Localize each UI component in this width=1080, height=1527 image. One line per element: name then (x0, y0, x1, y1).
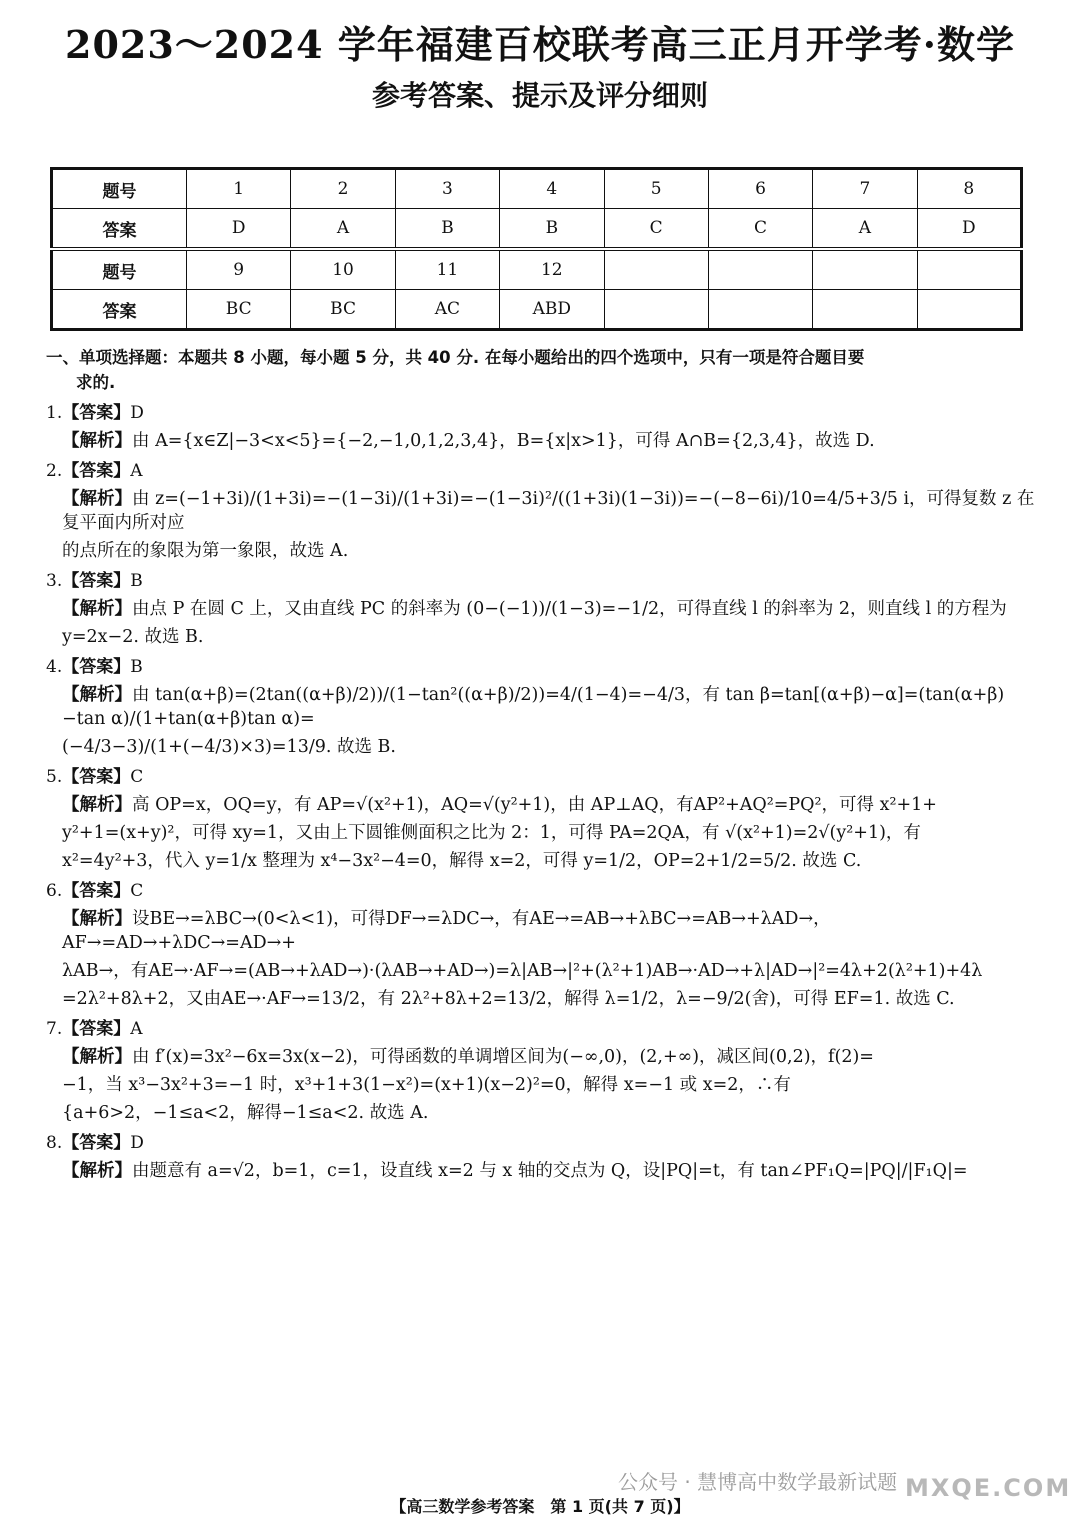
document-title: 2023～2024 学年福建百校联考高三正月开学考·数学 (65, 22, 1015, 67)
table-row-questions-2 (52, 249, 1022, 290)
analysis-label: 【解析】 (62, 909, 132, 929)
answer-label: 【答案】 (62, 881, 131, 901)
question-block (46, 569, 1036, 649)
answer-value: C (130, 767, 144, 787)
page-footer: 【高三数学参考答案 第 1 页(共 7 页)】 (390, 1497, 690, 1516)
question-block (46, 401, 1036, 453)
watermark-text: 公众号 · 慧博高中数学最新试题 (618, 1470, 898, 1494)
table-header-answer: 答案 (52, 209, 187, 250)
analysis-line (62, 1045, 1036, 1069)
table-cell: 8 (917, 169, 1021, 209)
table-cell (708, 249, 812, 290)
table-cell: 5 (604, 169, 708, 209)
question-block (46, 1131, 1036, 1183)
table-cell: 12 (500, 249, 604, 290)
answer-value: D (130, 403, 144, 423)
analysis-line (62, 597, 1036, 621)
question-number: 4. (46, 657, 63, 677)
table-cell: BC (187, 290, 291, 330)
analysis-line (62, 625, 1036, 649)
question-number: 6. (46, 881, 63, 901)
table-cell (917, 290, 1021, 330)
answer-value: B (130, 657, 143, 677)
analysis-line (62, 987, 1036, 1011)
question-list (46, 401, 1036, 1183)
table-cell: B (500, 209, 604, 250)
analysis-label: 【解析】 (62, 489, 132, 509)
analysis-label: 【解析】 (62, 431, 132, 451)
table-cell: D (917, 209, 1021, 250)
table-cell (604, 249, 708, 290)
question-answer-line (46, 569, 1036, 593)
question-answer-line (46, 459, 1036, 483)
question-number: 5. (46, 767, 63, 787)
analysis-block (46, 683, 1036, 759)
analysis-block (46, 793, 1036, 873)
analysis-text: y=2x−2. 故选 B. (62, 627, 204, 647)
analysis-block (46, 429, 1036, 453)
answer-label: 【答案】 (62, 1019, 131, 1039)
analysis-text: 设BE→=λBC→(0<λ<1)，可得DF→=λDC→，有AE→=AB→+λBC→=AB→+λAD→，AF→=AD→+λDC→=AD→+ (62, 909, 831, 953)
table-cell: 2 (291, 169, 395, 209)
section-heading (46, 345, 1036, 395)
analysis-line (62, 487, 1036, 535)
question-block (46, 459, 1036, 563)
question-answer-line (46, 655, 1036, 679)
analysis-text: 由点 P 在圆 C 上，又由直线 PC 的斜率为 (0−(−1))/(1−3)=−1/2，可得直线 l 的斜率为 2，则直线 l 的方程为 (132, 599, 1007, 619)
table-cell: 3 (395, 169, 499, 209)
question-number: 7. (46, 1019, 63, 1039)
answer-label: 【答案】 (62, 571, 131, 591)
analysis-text: y²+1=(x+y)²，可得 xy=1，又由上下圆锥侧面积之比为 2：1，可得 PA=2QA，有 √(x²+1)=2√(y²+1)，有 (62, 823, 921, 843)
table-cell: 6 (708, 169, 812, 209)
analysis-text: 由 tan(α+β)=(2tan((α+β)/2))/(1−tan²((α+β)/2))=4/(1−4)=−4/3，有 tan β=tan[(α+β)−α]=(tan(α+β)−tan α)/(1+tan(α+β)tan α)= (62, 685, 1005, 729)
table-row-answers-2 (52, 290, 1022, 330)
answer-label: 【答案】 (62, 657, 131, 677)
answer-table (50, 167, 1023, 331)
table-row-questions-1 (52, 169, 1022, 209)
analysis-line (62, 959, 1036, 983)
answer-value: A (130, 1019, 143, 1039)
table-cell: C (604, 209, 708, 250)
table-header-answer: 答案 (52, 290, 187, 330)
analysis-text: 由 f′(x)=3x²−6x=3x(x−2)，可得函数的单调增区间为(−∞,0)，(2,+∞)，减区间(0,2)，f(2)= (132, 1047, 874, 1067)
analysis-line (62, 1159, 1036, 1183)
analysis-line (62, 539, 1036, 563)
table-cell: ABD (500, 290, 604, 330)
question-number: 2. (46, 461, 63, 481)
analysis-text: 的点所在的象限为第一象限，故选 A. (62, 541, 349, 561)
answer-label: 【答案】 (62, 767, 131, 787)
section-heading-line2: 求的. (76, 373, 116, 392)
analysis-line (62, 683, 1036, 731)
analysis-line (62, 793, 1036, 817)
table-cell: D (187, 209, 291, 250)
question-number: 8. (46, 1133, 63, 1153)
analysis-block (46, 1045, 1036, 1125)
answer-value: D (130, 1133, 144, 1153)
analysis-text: −1，当 x³−3x²+3=−1 时，x³+1+3(1−x²)=(x+1)(x−2)²=0，解得 x=−1 或 x=2，∴有 (62, 1075, 791, 1095)
analysis-line (62, 821, 1036, 845)
answer-value: A (130, 461, 143, 481)
analysis-label: 【解析】 (62, 599, 132, 619)
solutions-content (46, 345, 1036, 1187)
table-header-question: 题号 (52, 249, 187, 290)
table-cell: 4 (500, 169, 604, 209)
table-cell: 9 (187, 249, 291, 290)
table-row-answers-1 (52, 209, 1022, 250)
analysis-label: 【解析】 (62, 685, 132, 705)
answer-label: 【答案】 (62, 461, 131, 481)
table-header-question: 题号 (52, 169, 187, 209)
section-heading-line1: 一、单项选择题：本题共 8 小题，每小题 5 分，共 40 分. 在每小题给出的四个选项中，只有一项是符合题目要 (46, 348, 865, 367)
analysis-block (46, 1159, 1036, 1183)
question-block (46, 1017, 1036, 1125)
question-number: 1. (46, 403, 63, 423)
analysis-label: 【解析】 (62, 795, 132, 815)
table-cell (813, 249, 917, 290)
analysis-text: 由 z=(−1+3i)/(1+3i)=−(1−3i)/(1+3i)=−(1−3i)²/((1+3i)(1−3i))=−(−8−6i)/10=4/5+3/5 i，可得复数 z 在复平面内所对应 (62, 489, 1035, 533)
analysis-text: =2λ²+8λ+2，又由AE→·AF→=13/2，有 2λ²+8λ+2=13/2，解得 λ=1/2，λ=−9/2(舍)，可得 EF=1. 故选 C. (62, 989, 955, 1009)
analysis-label: 【解析】 (62, 1161, 132, 1181)
analysis-text: (−4/3−3)/(1+(−4/3)×3)=13/9. 故选 B. (62, 737, 396, 757)
analysis-text: 由 A={x∈Z|−3<x<5}={−2,−1,0,1,2,3,4}，B={x|x>1}，可得 A∩B={2,3,4}，故选 D. (132, 431, 875, 451)
analysis-line (62, 1101, 1036, 1125)
analysis-label: 【解析】 (62, 1047, 132, 1067)
table-cell: A (291, 209, 395, 250)
question-answer-line (46, 401, 1036, 425)
analysis-text: 高 OP=x，OQ=y，有 AP=√(x²+1)，AQ=√(y²+1)，由 AP⊥AQ，有AP²+AQ²=PQ²，可得 x²+1+ (132, 795, 937, 815)
table-cell (604, 290, 708, 330)
question-answer-line (46, 879, 1036, 903)
question-answer-line (46, 1131, 1036, 1155)
table-cell: AC (395, 290, 499, 330)
analysis-line (62, 1073, 1036, 1097)
table-cell: 7 (813, 169, 917, 209)
analysis-line (62, 849, 1036, 873)
question-block (46, 879, 1036, 1011)
table-cell: 1 (187, 169, 291, 209)
analysis-line (62, 429, 1036, 453)
answer-label: 【答案】 (62, 1133, 131, 1153)
answer-value: C (130, 881, 144, 901)
table-cell (708, 290, 812, 330)
analysis-text: 由题意有 a=√2，b=1，c=1，设直线 x=2 与 x 轴的交点为 Q，设|PQ|=t，有 tan∠PF₁Q=|PQ|/|F₁Q|= (132, 1161, 968, 1181)
analysis-block (46, 907, 1036, 1011)
table-cell (917, 249, 1021, 290)
watermark-logo: MXQE.COM (905, 1474, 1072, 1502)
table-cell: A (813, 209, 917, 250)
analysis-text: x²=4y²+3，代入 y=1/x 整理为 x⁴−3x²−4=0，解得 x=2，可得 y=1/2，OP=2+1/2=5/2. 故选 C. (62, 851, 862, 871)
analysis-line (62, 735, 1036, 759)
analysis-text: {a+6>2，−1≤a<2，解得−1≤a<2. 故选 A. (62, 1103, 429, 1123)
answer-label: 【答案】 (62, 403, 131, 423)
table-cell: 11 (395, 249, 499, 290)
document-subtitle: 参考答案、提示及评分细则 (371, 79, 708, 112)
question-answer-line (46, 765, 1036, 789)
analysis-block (46, 487, 1036, 563)
answer-value: B (130, 571, 143, 591)
analysis-block (46, 597, 1036, 649)
table-cell: B (395, 209, 499, 250)
table-cell: C (708, 209, 812, 250)
question-answer-line (46, 1017, 1036, 1041)
table-cell (813, 290, 917, 330)
analysis-text: λAB→，有AE→·AF→=(AB→+λAD→)·(λAB→+AD→)=λ|AB→|²+(λ²+1)AB→·AD→+λ|AD→|²=4λ+2(λ²+1)+4λ (62, 961, 983, 981)
table-cell: BC (291, 290, 395, 330)
analysis-line (62, 907, 1036, 955)
question-block (46, 765, 1036, 873)
table-cell: 10 (291, 249, 395, 290)
question-number: 3. (46, 571, 63, 591)
question-block (46, 655, 1036, 759)
